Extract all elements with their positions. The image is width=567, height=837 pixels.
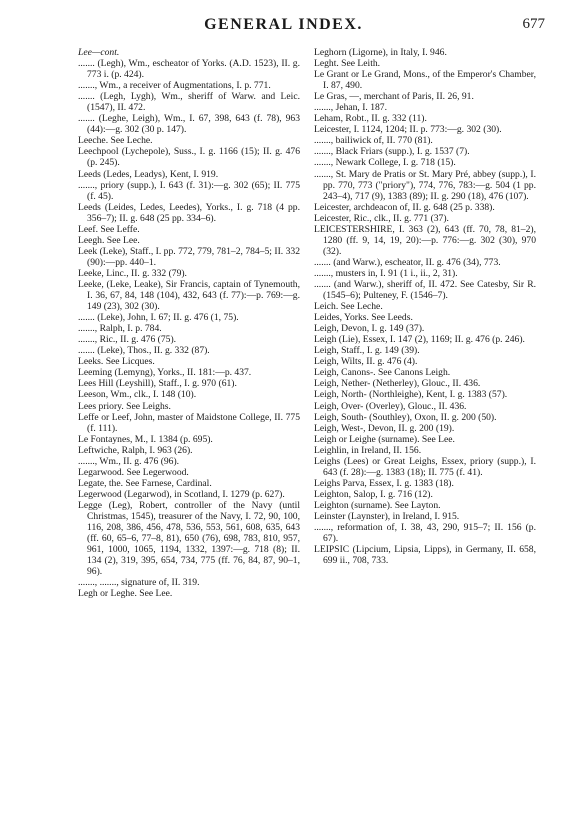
index-entry: Leigh, Canons-. See Canons Leigh. xyxy=(314,367,451,379)
index-entry: Leighton, Salop, I. g. 716 (12). xyxy=(314,488,433,500)
index-entry: ......., Wm., II. g. 476 (96). xyxy=(78,455,180,467)
index-entry: LEICESTERSHIRE, I. 363 (2), 643 (ff. 70, 78, 81–2), 1280 (ff. 9, 14, 19, 20):—p. 776:—g. 302 (30), 970 (32). xyxy=(314,223,536,257)
page-number: 677 xyxy=(522,16,545,32)
page-header xyxy=(0,12,567,36)
index-entry: Legerwood (Legarwod), in Scotland, I. 1279 (p. 627). xyxy=(78,488,285,500)
index-entry: Leght. See Leith. xyxy=(314,58,381,70)
index-entry: Leigh, West-, Devon, II. g. 200 (19). xyxy=(314,422,455,434)
index-entry: Leigh, South- (Southley), Oxon, II. g. 200 (50). xyxy=(314,411,497,423)
index-entry: Legh or Leghe. See Lee. xyxy=(78,588,173,600)
index-entry: ......., St. Mary de Pratis or St. Mary Pré, abbey (supp.), I. pp. 770, 773 ("priory"), 774, 776, 783:—g. 504 (1 pp. 243–4), 717 (9), 1383 (89); II. g. 290 (18), 476 (107). xyxy=(314,168,536,202)
index-entry: Lee—cont. xyxy=(78,47,120,58)
index-entry: Leigh, North- (Northleighe), Kent, I. g. 1383 (57). xyxy=(314,389,508,401)
index-entry: Leigh or Leighe (surname). See Lee. xyxy=(314,433,455,445)
index-entry: Leeson, Wm., clk., I. 148 (10). xyxy=(78,389,197,401)
index-entry: ......., musters in, I. 91 (1 i., ii., 2, 31). xyxy=(314,267,458,279)
index-entry: Leeds (Leides, Ledes, Leedes), Yorks., I. g. 718 (4 pp. 356–7); II. g. 648 (25 pp. 334–6). xyxy=(78,201,300,224)
index-entry: ......., Ralph, I. p. 784. xyxy=(78,323,162,335)
index-entry: Leighton (surname). See Layton. xyxy=(314,499,441,511)
index-entry: ......., Jehan, I. 187. xyxy=(314,102,388,114)
index-entry: ......., reformation of, I. 38, 43, 290, 915–7; II. 156 (p. 67). xyxy=(314,522,536,545)
index-entry: ....... (and Warw.), sheriff of, II. 472. See Catesby, Sir R. (1545–6); Pulteney, F. (1546–7). xyxy=(314,278,536,302)
index-entry: Leigh, Nether- (Netherley), Glouc., II. 436. xyxy=(314,378,481,390)
index-entry: Leek (Leke), Staff., I. pp. 772, 779, 781–2, 784–5; II. 332 (90):—pp. 440–1. xyxy=(78,245,300,268)
index-entry: ....... (Leghe, Leigh), Wm., I. 67, 398, 643 (f. 78), 963 (44):—g. 302 (30 p. 147). xyxy=(78,113,300,136)
index-entry: Leffe or Leef, John, master of Maidstone College, II. 775 (f. 111). xyxy=(78,411,300,434)
index-entry: Leeche. See Leche. xyxy=(78,135,153,147)
index-entry: Legge (Leg), Robert, controller of the Navy (until Christmas, 1545), treasurer of the Navy, I. 72, 90, 100, 116, 208, 386, 456, 478, 536, 553, 561, 608, 635, 643 (ff. 60, 65–6, 77–8, 81), 650 (76), 698, 783, 810, 957, 961, 1000, 1065, 1194, 1332, 1397:—g. 718 (8); II. 134 (2), 319, 395, 654, 734, 775 (ff. 76, 84, 87, 90–1, 96). xyxy=(78,499,300,578)
index-entry: LEIPSIC (Lipcium, Lipsia, Lipps), in Germany, II. 658, 699 ii., 708, 733. xyxy=(314,544,536,567)
index-entry: Leef. See Leffe. xyxy=(78,223,140,235)
index-entry: Leinster (Laynster), in Ireland, I. 915. xyxy=(314,510,460,522)
index-entry: Leigh, Over- (Overley), Glouc., II. 436. xyxy=(314,400,467,412)
index-entry: Leeds (Ledes, Leadys), Kent, I. 919. xyxy=(78,168,219,180)
index-entry: Leham, Robt., II. g. 332 (11). xyxy=(314,113,427,125)
index-entry: Le Fontaynes, M., I. 1384 (p. 695). xyxy=(78,433,213,445)
index-entry: Legate, the. See Farnese, Cardinal. xyxy=(78,477,212,489)
index-entry: ....... (Leke), John, I. 67; II. g. 476 (1, 75). xyxy=(78,312,239,324)
index-entry: Leighlin, in Ireland, II. 156. xyxy=(314,444,422,456)
index-entry: ......., Wm., a receiver of Augmentations, I. p. 771. xyxy=(78,80,271,92)
index-entry: ......., priory (supp.), I. 643 (f. 31):—g. 302 (65); II. 775 (f. 45). xyxy=(78,179,300,202)
index-entry: Leicester, Ric., clk., II. g. 771 (37). xyxy=(314,212,449,224)
index-column-left xyxy=(78,47,300,599)
index-entry: ......., Black Friars (supp.), I. g. 1537 (7). xyxy=(314,146,470,158)
index-column-right xyxy=(314,47,536,566)
index-entry: Le Grant or Le Grand, Mons., of the Emperor's Chamber, I. 87, 490. xyxy=(314,69,536,92)
index-entry: Leechpool (Lychepole), Suss., I. g. 1166 (15); II. g. 476 (p. 245). xyxy=(78,146,300,169)
index-entry: ....... (and Warw.), escheator, II. g. 476 (34), 773. xyxy=(314,256,501,268)
index-entry: Legarwood. See Legerwood. xyxy=(78,466,189,478)
index-entry: Leegh. See Lee. xyxy=(78,234,140,246)
index-entry: ......., ......., signature of, II. 319. xyxy=(78,577,200,589)
index-entry: ....... (Leke), Thos., II. g. 332 (87). xyxy=(78,345,210,357)
index-entry: Leeming (Lemyng), Yorks., II. 181:—p. 437. xyxy=(78,367,252,379)
index-entry: ....... (Legh), Wm., escheator of Yorks. (A.D. 1523), II. g. 773 i. (p. 424). xyxy=(78,58,300,81)
index-entry: Leigh, Staff., I. g. 149 (39). xyxy=(314,345,420,357)
index-entry: Leigh, Devon, I. g. 149 (37). xyxy=(314,323,425,335)
index-entry: Leich. See Leche. xyxy=(314,301,383,313)
index-entry: Le Gras, —, merchant of Paris, II. 26, 91. xyxy=(314,91,474,103)
index-entry: Leigh, Wilts, II. g. 476 (4). xyxy=(314,356,418,368)
index-entry: Leicester, archdeacon of, II. g. 648 (25 p. 338). xyxy=(314,201,495,213)
index-entry: Leghorn (Ligorne), in Italy, I. 946. xyxy=(314,47,447,58)
index-entry: Leides, Yorks. See Leeds. xyxy=(314,312,413,324)
index-entry: ......., Newark College, I. g. 718 (15). xyxy=(314,157,456,169)
index-entry: Leeks. See Licques. xyxy=(78,356,155,368)
index-entry: ....... (Legh, Lygh), Wm., sheriff of Warw. and Leic. (1547), II. 472. xyxy=(78,91,300,114)
index-entry: ......., bailiwick of, II. 770 (81). xyxy=(314,135,433,147)
index-entry: Leftwiche, Ralph, I. 963 (26). xyxy=(78,444,193,456)
index-entry: Leighs (Lees) or Great Leighs, Essex, priory (supp.), I. 643 (f. 28):—g. 1383 (18); II. 775 (f. 41). xyxy=(314,455,536,478)
index-entry: Leigh (Lie), Essex, I. 147 (2), 1169; II. g. 476 (p. 246). xyxy=(314,334,525,346)
index-entry: Lees Hill (Leyshill), Staff., I. g. 970 (61). xyxy=(78,378,237,390)
index-entry: Lees priory. See Leighs. xyxy=(78,400,171,412)
index-entry: Leeke, Linc., II. g. 332 (79). xyxy=(78,267,187,279)
index-entry: Leighs Parva, Essex, I. g. 1383 (18). xyxy=(314,477,454,489)
index-entry: Leeke, (Leke, Leake), Sir Francis, captain of Tynemouth, I. 36, 67, 84, 148 (104), 432, 643 (f. 77):—p. 769:—g. 149 (23), 302 (30). xyxy=(78,278,300,313)
index-entry: ......., Ric., II. g. 476 (75). xyxy=(78,334,177,346)
page-title: GENERAL INDEX. xyxy=(204,16,363,33)
index-entry: Leicester, I. 1124, 1204; II. p. 773:—g. 302 (30). xyxy=(314,124,502,136)
